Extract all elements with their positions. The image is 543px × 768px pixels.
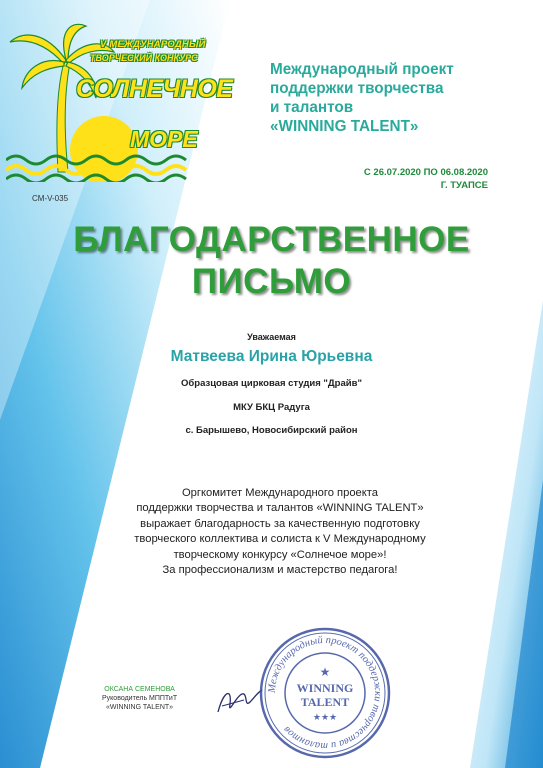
logo-line1: V МЕЖДУНАРОДНЫЙ xyxy=(100,39,206,50)
document-code: CM-V-035 xyxy=(32,194,69,203)
signatory-block xyxy=(102,685,177,712)
project-line: «WINNING TALENT» xyxy=(270,118,419,135)
document-title-line2: ПИСЬМО xyxy=(191,262,352,301)
logo-word1: СОЛНЕЧНОЕ xyxy=(76,75,233,103)
body-line: выражает благодарность за качественную подготовку xyxy=(140,517,420,530)
logo-line2: ТВОРЧЕСКИЙ КОНКУРС xyxy=(90,53,198,63)
event-city: Г. ТУАПСЕ xyxy=(440,180,488,191)
stamp-ring-text: Международный проект поддержки творчества и талантов xyxy=(266,634,384,752)
recipient-org1: Образцовая цирковая студия "Драйв" xyxy=(181,378,362,389)
body-line: За профессионализм и мастерство педагога! xyxy=(162,564,398,577)
stamp-center-line1: WINNING xyxy=(296,681,354,695)
project-line: и талантов xyxy=(270,99,354,116)
stars-icon: ★★★ xyxy=(312,712,338,722)
document-title-line1: БЛАГОДАРСТВЕННОЕ xyxy=(73,220,470,259)
recipient-org2: МКУ БКЦ Радуга xyxy=(233,402,310,413)
date-range: С 26.07.2020 ПО 06.08.2020 xyxy=(363,167,488,178)
event-dates xyxy=(364,166,488,192)
official-stamp xyxy=(256,624,394,762)
salutation: Уважаемая xyxy=(247,332,296,342)
gratitude-text xyxy=(90,486,470,578)
body-line: Оргкомитет Международного проекта xyxy=(181,487,379,499)
body-line: творческого коллектива и солиста к V Международному xyxy=(134,533,426,546)
project-title xyxy=(270,60,530,136)
star-icon: ★ xyxy=(319,665,331,679)
project-line: Международный проект xyxy=(270,61,454,78)
project-line: поддержки творчества xyxy=(270,80,444,97)
recipient-location: с. Барышево, Новосибирский район xyxy=(185,425,358,436)
contest-logo xyxy=(6,22,233,182)
stamp-center-line2: TALENT xyxy=(300,695,350,709)
body-line: творческому конкурсу «Солнечое море»! xyxy=(173,548,387,561)
recipient-name: Матвеева Ирина Юрьевна xyxy=(170,348,373,365)
signatory-role: Руководитель МППТиТ xyxy=(102,695,178,702)
signatory-name: ОКСАНА СЕМЕНОВА xyxy=(104,686,175,693)
signatory-org: «WINNING TALENT» xyxy=(106,704,174,711)
logo-word2: МОРЕ xyxy=(130,126,198,152)
body-line: поддержки творчества и талантов «WINNING TALENT» xyxy=(136,502,424,515)
